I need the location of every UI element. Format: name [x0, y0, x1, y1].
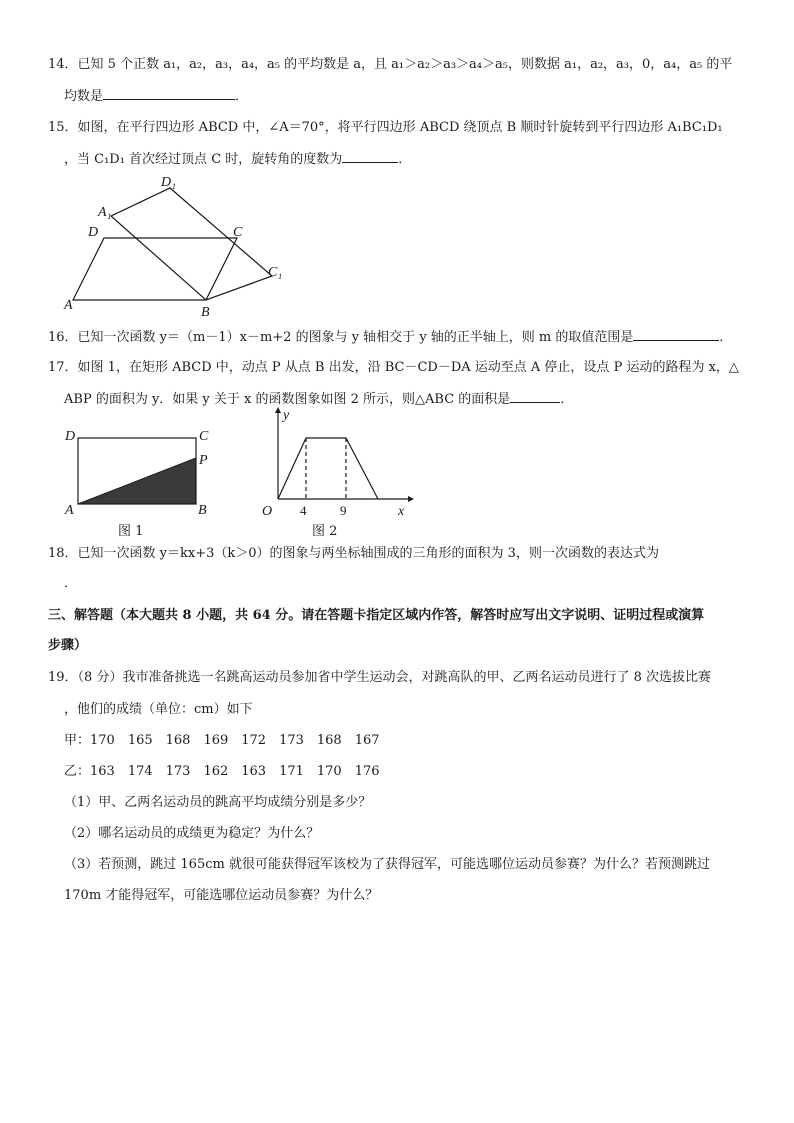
label-d1: D₁ [161, 175, 176, 190]
fig2-tick-4: 4 [300, 503, 307, 518]
parallelogram-abcd [73, 238, 237, 300]
label-c: C [233, 225, 243, 240]
q14-line2-end: ． [235, 89, 249, 104]
q16-end: ． [719, 330, 733, 345]
q16-text: 16．已知一次函数 y＝（m－1）x－m+2 的图象与 y 轴相交于 y 轴的正半轴上，则 m 的取值范围是 [48, 330, 634, 345]
fig2-tick-9: 9 [340, 503, 347, 518]
q19-yi-scores: 乙：163 174 173 162 163 171 170 176 [64, 764, 380, 779]
q18-line1: 18．已知一次函数 y＝kx+3（k＞0）的图象与两坐标轴围成的三角形的面积为 3，则一次函数的表达式为 [48, 546, 659, 561]
y-arrow-icon [275, 407, 281, 413]
label-b: B [201, 305, 210, 320]
q15-line2-end: ． [398, 152, 412, 167]
fig1-label-p: P [199, 453, 208, 468]
fig1-label-c: C [199, 429, 209, 444]
q17-answer-blank[interactable] [510, 388, 560, 403]
q19-sub2: （2）哪名运动员的成绩更为稳定？为什么？ [64, 826, 320, 841]
label-c1: C₁ [268, 265, 283, 280]
q15-answer-blank[interactable] [342, 148, 398, 163]
label-d: D [88, 225, 99, 240]
fig1-label-a: A [65, 503, 74, 518]
q19-sub3-line2: 170m 才能得冠军，可能选哪位运动员参赛？为什么？ [64, 888, 379, 903]
q19-sub3-line1: （3）若预测，跳过 165cm 就很可能获得冠军该校为了获得冠军，可能选哪位运动员参赛？为什么？若预测跳过 [64, 857, 710, 872]
x-arrow-icon [408, 496, 414, 502]
label-a1: A₁ [98, 205, 112, 220]
q19-line1: 19．（8 分）我市准备挑选一名跳高运动员参加省中学生运动会，对跳高队的甲、乙两名运动员进行了 8 次选拔比赛 [48, 670, 711, 685]
q14-line1: 14．已知 5 个正数 a₁，a₂，a₃，a₄，a₅ 的平均数是 a，且 a₁＞a₂＞a₃＞a₄＞a₅，则数据 a₁，a₂，a₃，0，a₄，a₅ 的平 [48, 57, 733, 72]
q16-answer-blank[interactable] [633, 326, 719, 341]
function-graph [278, 438, 378, 499]
fig2-caption: 图 2 [312, 524, 338, 539]
q19-sub1: （1）甲、乙两名运动员的跳高平均成绩分别是多少？ [64, 795, 372, 810]
triangle-abp [78, 458, 196, 504]
fig2-label-o: O [262, 504, 273, 519]
q14-line2 [64, 85, 248, 107]
fig2-label-y: y [283, 408, 290, 423]
section3-heading-line2: 步骤） [48, 638, 88, 653]
q17-line2-end: ． [560, 392, 574, 407]
fig2-label-x: x [398, 504, 405, 519]
q14-answer-blank[interactable] [103, 85, 235, 100]
q17-figure2 [250, 405, 420, 523]
q17-line2-text: ABP 的面积为 y．如果 y 关于 x 的函数图象如图 2 所示，则△ABC 的面积是 [64, 392, 511, 407]
q17-figure1 [60, 422, 220, 522]
fig1-label-d: D [65, 429, 76, 444]
q17-line1: 17．如图 1，在矩形 ABCD 中，动点 P 从点 B 出发，沿 BC－CD－DA 运动至点 A 停止，设点 P 运动的路程为 x，△ [48, 360, 739, 375]
q16-line [48, 326, 732, 348]
q15-line2-text: ，当 C₁D₁ 首次经过顶点 C 时，旋转角的度数为 [64, 152, 343, 167]
q19-jia-scores: 甲：170 165 168 169 172 173 168 167 [64, 733, 380, 748]
section3-heading-line1: 三、解答题（本大题共 8 小题，共 64 分。请在答题卡指定区域内作答，解答时应写出文字说明、证明过程或演算 [48, 608, 705, 623]
q19-line2: ，他们的成绩（单位：cm）如下 [64, 702, 253, 717]
parallelogram-a1bc1d1 [111, 188, 272, 300]
q14-line2-text: 均数是 [64, 89, 104, 104]
q18-line2: ． [64, 576, 78, 591]
fig1-caption: 图 1 [118, 524, 144, 539]
fig1-label-b: B [198, 503, 207, 518]
q15-line2 [64, 148, 411, 170]
q15-figure [60, 168, 300, 320]
label-a: A [64, 298, 73, 313]
q15-line1: 15．如图，在平行四边形 ABCD 中，∠A＝70°，将平行四边形 ABCD 绕顶点 B 顺时针旋转到平行四边形 A₁BC₁D₁ [48, 120, 723, 135]
